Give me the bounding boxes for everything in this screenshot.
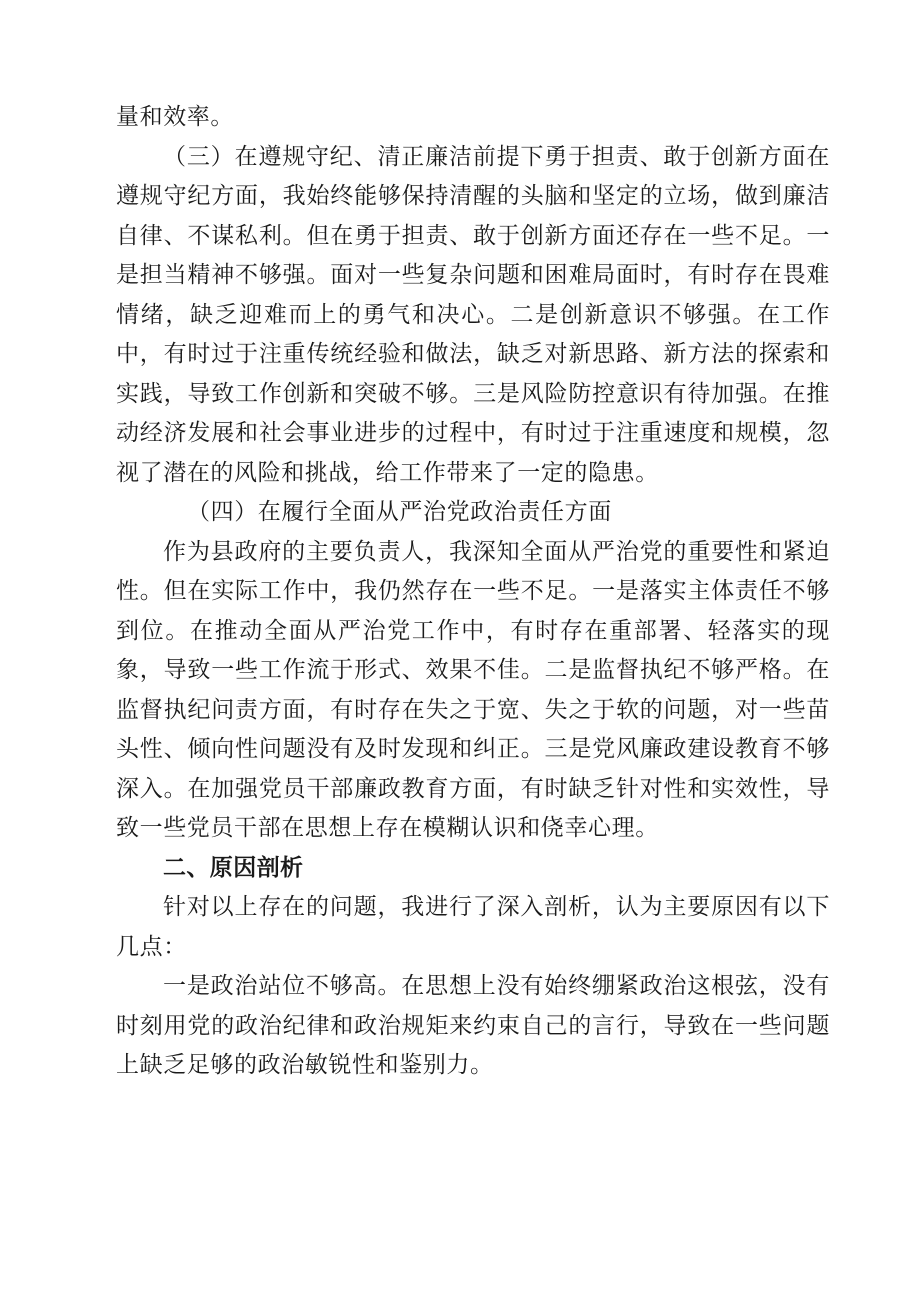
section-heading-cause-analysis: 二、原因剖析 [163, 854, 304, 881]
paragraph-analysis-intro: 针对以上存在的问题，我进行了深入剖析，认为主要原因有以下几点： [116, 894, 830, 960]
paragraph-continuation: 量和效率。 [116, 104, 234, 130]
paragraph-section-three: （三）在遵规守纪、清正廉洁前提下勇于担责、敢于创新方面在遵规守纪方面，我始终能够保持清醒的头脑和坚定的立场，做到廉洁自律、不谋私利。但在勇于担责、敢于创新方面还存在一些不足。一是担当精神不够强。面对一些复杂问题和困难局面时，有时存在畏难情绪，缺乏迎难而上的勇气和决心。二是创新意识不够强。在工作中，有时过于注重传统经验和做法，缺乏对新思路、新方法的探索和实践，导致工作创新和突破不够。三是风险防控意识有待加强。在推动经济发展和社会事业进步的过程中，有时过于注重速度和规模，忽视了潜在的风险和挑战，给工作带来了一定的隐患。 [116, 143, 830, 486]
paragraph-cause-one: 一是政治站位不够高。在思想上没有始终绷紧政治这根弦，没有时刻用党的政治纪律和政治规矩来约束自己的言行，导致在一些问题上缺乏足够的政治敏锐性和鉴别力。 [116, 973, 830, 1078]
subheading-section-four: （四）在履行全面从严治党政治责任方面 [187, 499, 612, 525]
document-body [116, 98, 830, 1086]
paragraph-section-four: 作为县政府的主要负责人，我深知全面从严治党的重要性和紧迫性。但在实际工作中，我仍然存在一些不足。一是落实主体责任不够到位。在推动全面从严治党工作中，有时存在重部署、轻落实的现象，导致一些工作流于形式、效果不佳。二是监督执纪不够严格。在监督执纪问责方面，有时存在失之于宽、失之于软的问题，对一些苗头性、倾向性问题没有及时发现和纠正。三是党风廉政建设教育不够深入。在加强党员干部廉政教育方面，有时缺乏针对性和实效性，导致一些党员干部在思想上存在模糊认识和侥幸心理。 [116, 538, 830, 841]
